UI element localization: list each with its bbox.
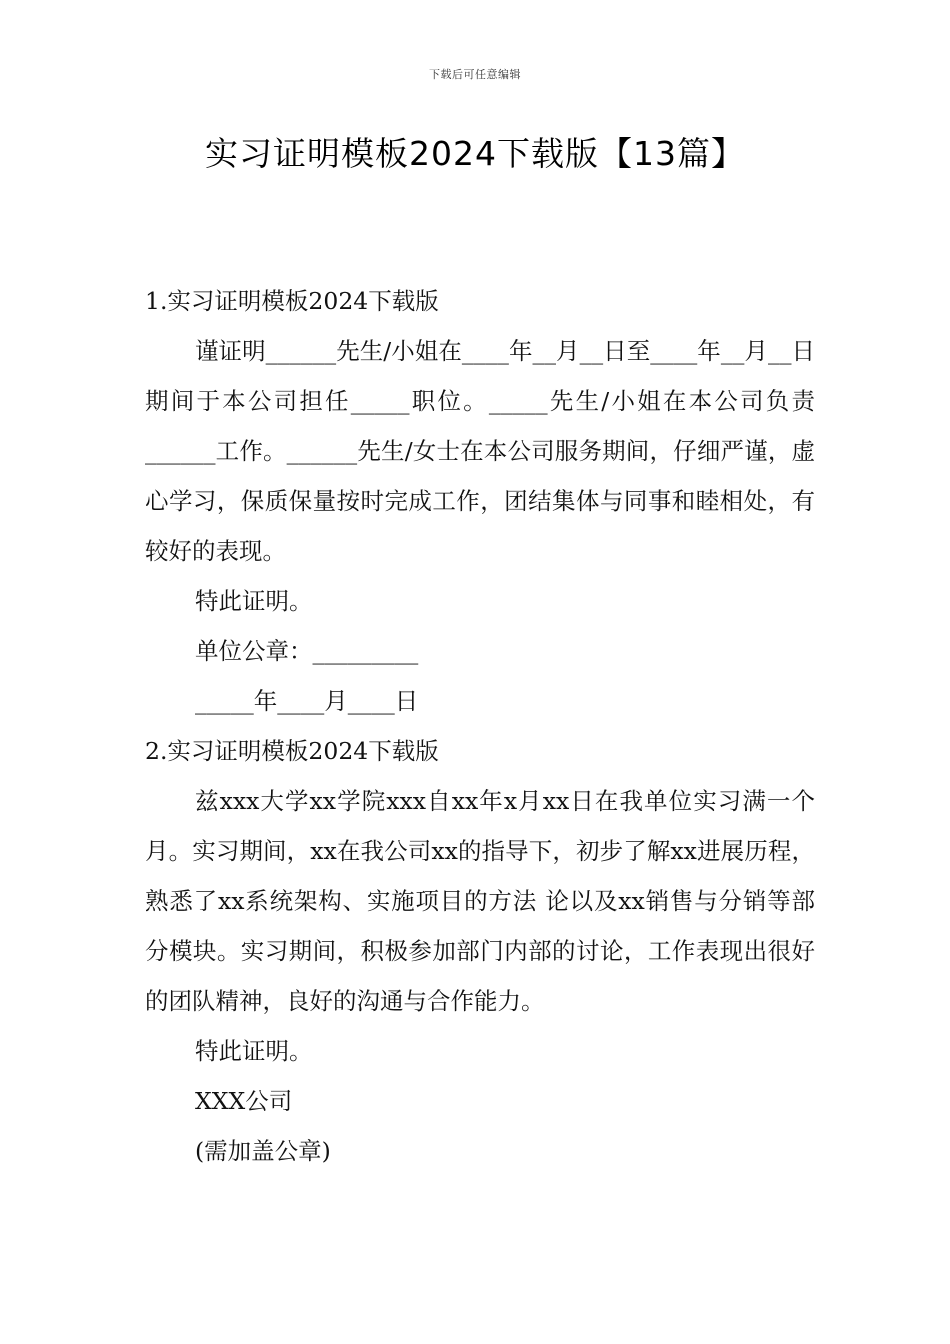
- section-1-seal-line: 单位公章：_________: [195, 637, 419, 665]
- section-1-body: 谨证明______先生/小姐在____年__月__日至____年__月__日期间于本公司担任_____职位。_____先生/小姐在本公司负责______工作。______先生/女士在本公司服务期间，仔细严谨，虚心学习，保质保量按时完成工作，团结集体与同事和睦相处，有较好的表现。: [145, 337, 815, 565]
- header-note: 下载后可任意编辑: [429, 68, 521, 81]
- section-2-heading: 2.实习证明模板2024下载版: [145, 737, 439, 765]
- document-body: [145, 276, 815, 1176]
- section-2-closing: 特此证明。: [195, 1037, 313, 1065]
- section-2-company: XXX公司: [195, 1087, 293, 1115]
- section-2-seal-note: (需加盖公章): [195, 1137, 331, 1165]
- section-1-date-line: _____年____月____日: [195, 687, 419, 715]
- section-2-body: 兹xxx大学xx学院xxx自xx年x月xx日在我单位实习满一个月。实习期间，xx在我公司xx的指导下，初步了解xx进展历程，熟悉了xx系统架构、实施项目的方法 论以及xx销售与分销等部分模块。实习期间，积极参加部门内部的讨论，工作表现出很好的团队精神，良好的沟通与合作能力。: [145, 787, 815, 1015]
- document-title: 实习证明模板2024下载版【13篇】: [205, 134, 745, 173]
- section-1-heading: 1.实习证明模板2024下载版: [145, 287, 439, 315]
- section-1-closing: 特此证明。: [195, 587, 313, 615]
